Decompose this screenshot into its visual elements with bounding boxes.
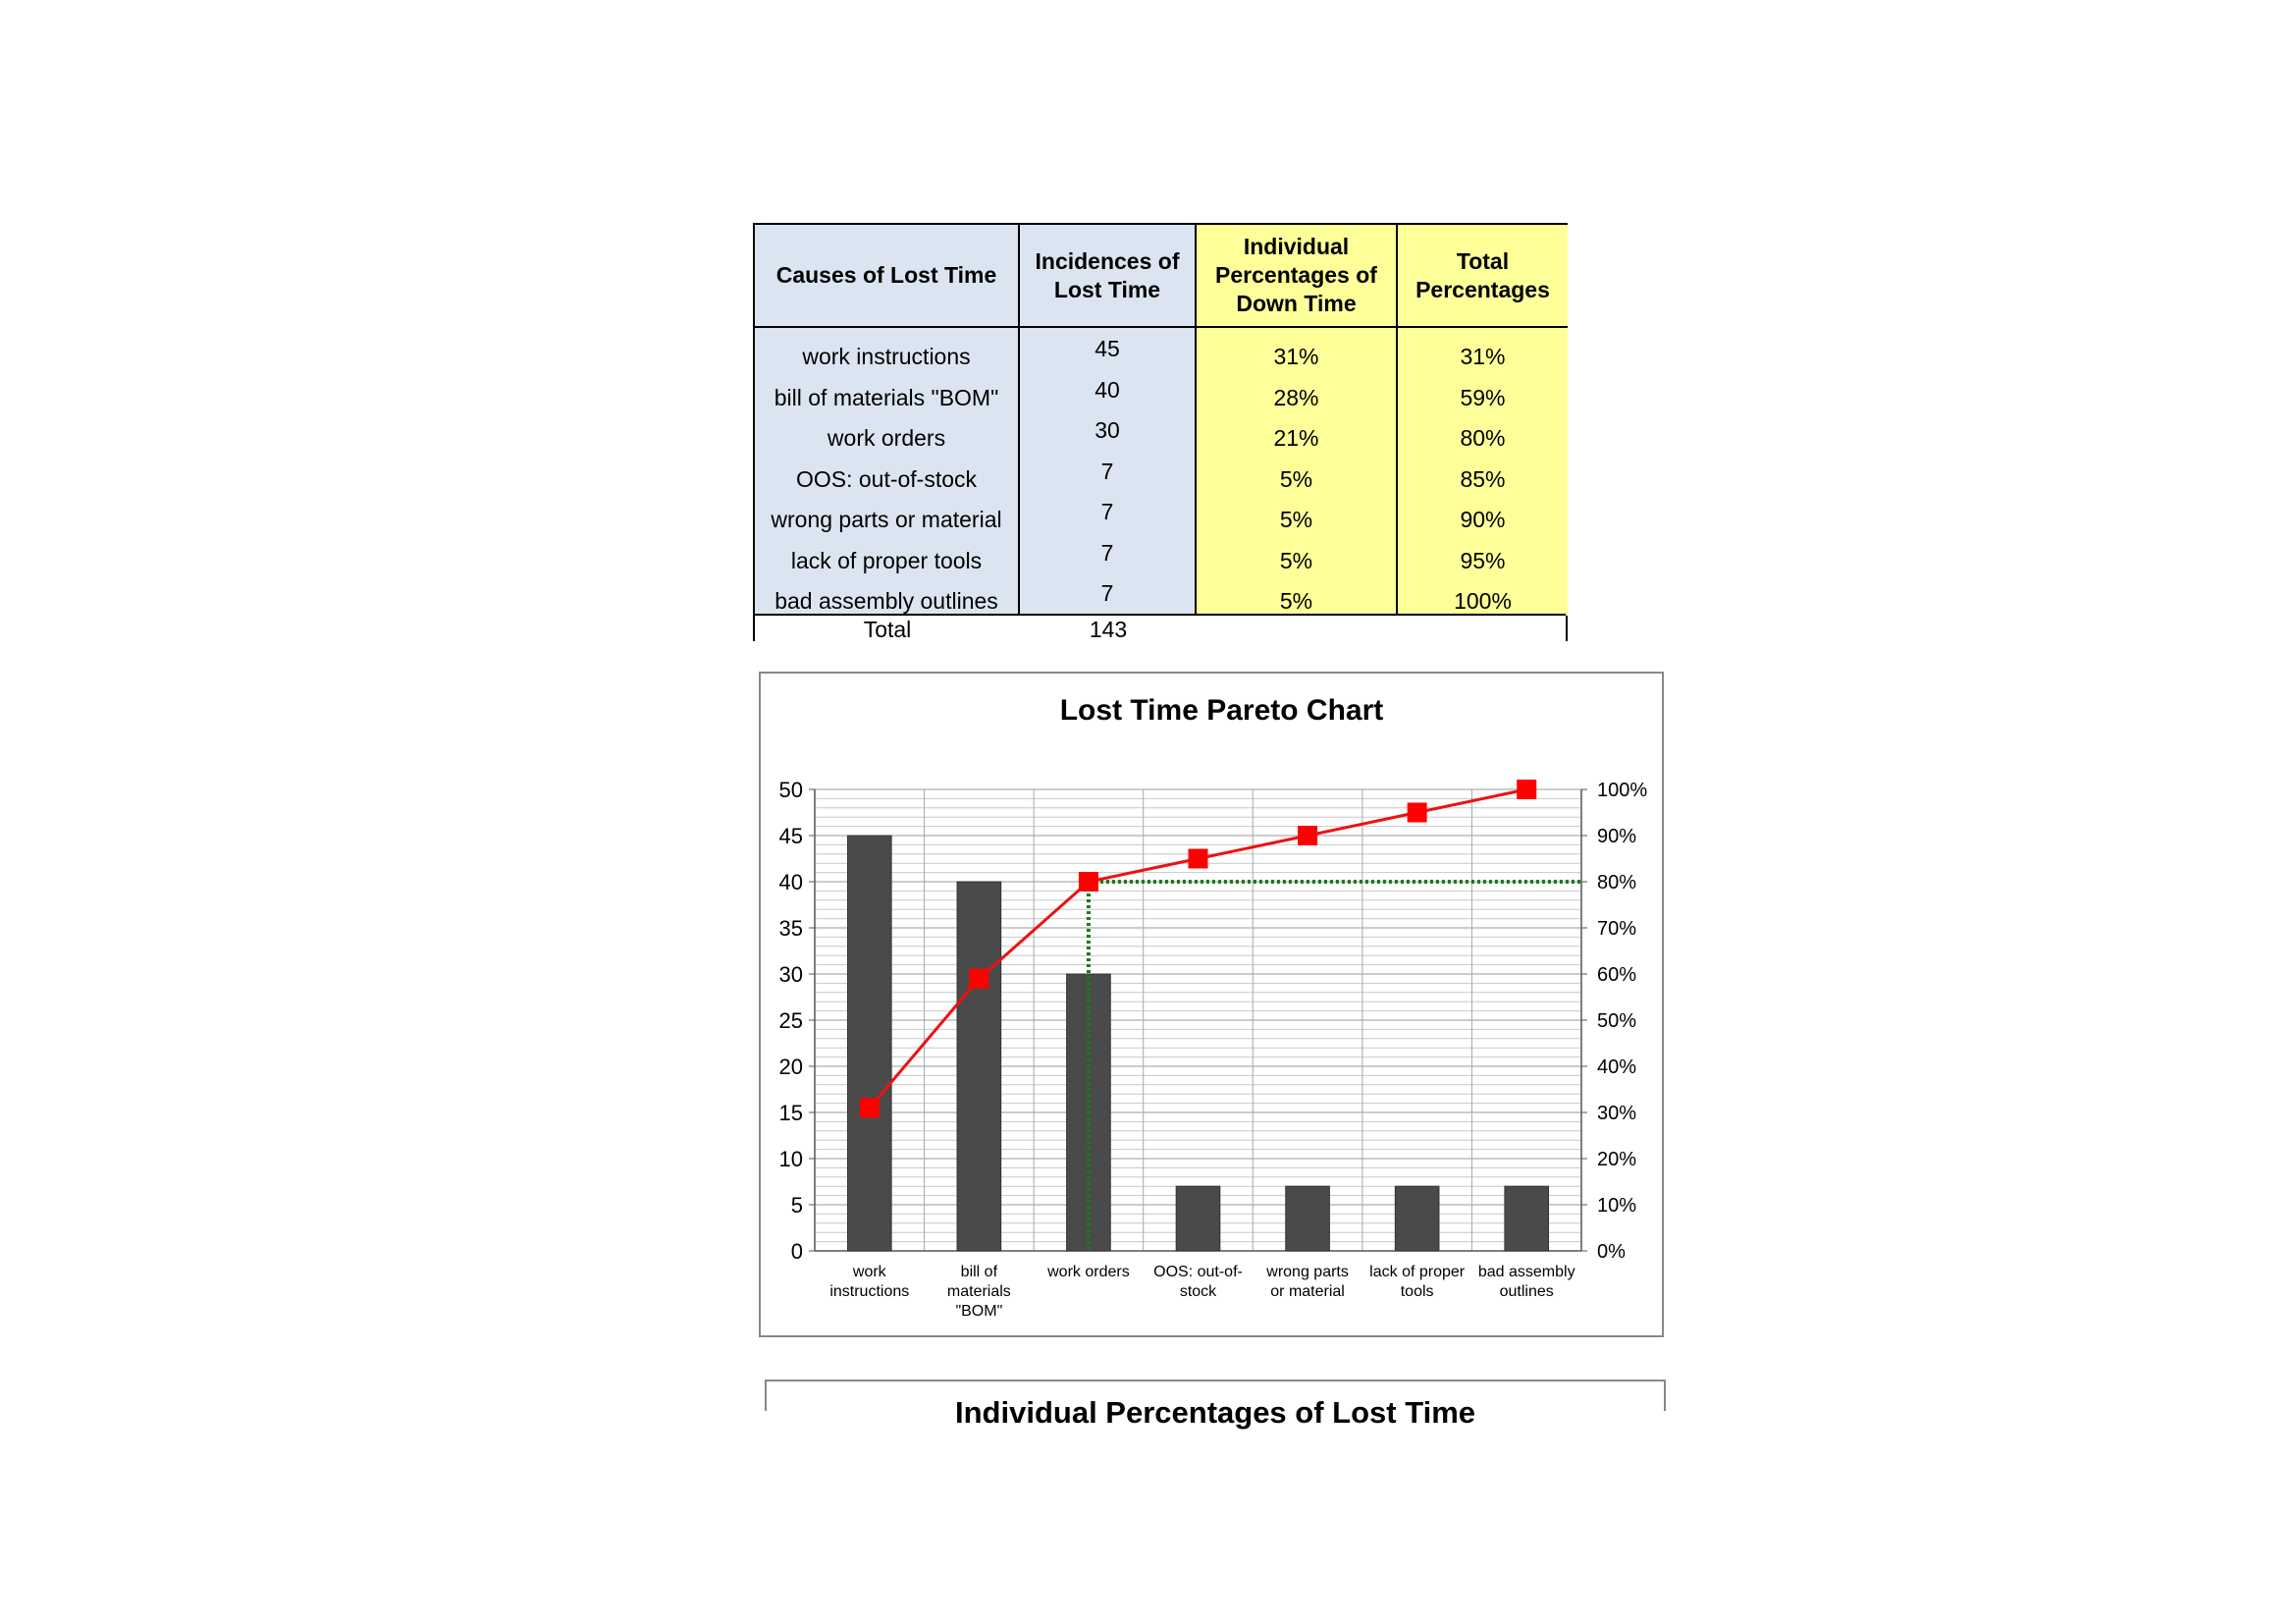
y-tick-label: 10 [778, 1147, 803, 1171]
category-label: wrong parts or material [1266, 1264, 1349, 1300]
bar [1286, 1186, 1330, 1251]
cumulative-marker [1517, 780, 1536, 799]
incidences-column [1020, 225, 1197, 616]
y2-tick-label: 30% [1597, 1103, 1637, 1124]
total-percent-header: Total Percentages [1398, 225, 1568, 328]
incidences-header: Incidences of Lost Time [1020, 225, 1195, 328]
bar [1505, 1186, 1549, 1251]
individual-percentages-chart-title: Individual Percentages of Lost Time [955, 1395, 1475, 1430]
category-label: bad assembly outlines [1477, 1264, 1575, 1300]
cumulative-marker [1298, 826, 1317, 845]
y2-tick-label: 10% [1597, 1195, 1637, 1217]
cause-cell: work instructions [802, 344, 971, 369]
lost-time-table [753, 223, 1568, 641]
individual-percent-cell: 28% [1273, 385, 1319, 410]
cumulative-marker [1408, 803, 1427, 823]
y2-tick-label: 80% [1597, 872, 1637, 893]
category-label: bill of materials "BOM" [946, 1264, 1011, 1320]
total-percent-cell: 95% [1460, 548, 1506, 573]
y2-tick-label: 0% [1597, 1241, 1626, 1263]
y2-tick-label: 100% [1597, 780, 1648, 801]
individual-percent-cell: 21% [1273, 425, 1319, 451]
individual-percent-cell: 31% [1273, 344, 1319, 369]
cause-column [755, 225, 1020, 616]
individual-percent-cell: 5% [1279, 548, 1313, 573]
incidences-cell: 7 [1100, 540, 1114, 566]
y-tick-label: 30 [778, 962, 803, 987]
bar [957, 882, 1001, 1251]
y-tick-label: 35 [778, 916, 803, 941]
y-tick-label: 20 [778, 1055, 803, 1079]
y-tick-label: 15 [778, 1101, 803, 1125]
pareto-chart [759, 672, 1664, 1337]
cause-cell: lack of proper tools [790, 548, 983, 573]
y2-tick-label: 20% [1597, 1149, 1637, 1170]
incidences-cell: 45 [1095, 336, 1120, 361]
cumulative-marker [1189, 849, 1208, 869]
individual-percentages-chart [765, 1380, 1666, 1430]
cause-cell: wrong parts or material [771, 507, 1002, 532]
y-tick-label: 25 [778, 1008, 803, 1033]
total-label: Total [863, 617, 912, 642]
cause-cell: bad assembly outlines [774, 588, 998, 614]
individual-percent-cell: 5% [1279, 507, 1313, 532]
total-percent-cell: 100% [1454, 588, 1512, 614]
y-tick-label: 45 [778, 824, 803, 848]
y2-tick-label: 40% [1597, 1056, 1637, 1078]
y2-tick-label: 90% [1597, 826, 1637, 847]
incidences-cell: 30 [1095, 417, 1120, 443]
incidences-cell: 7 [1100, 459, 1114, 484]
individual-percent-cell: 5% [1279, 466, 1313, 492]
total-row [755, 614, 1566, 641]
pareto-chart-svg [761, 674, 1662, 1335]
y-tick-label: 40 [778, 870, 803, 894]
category-label: OOS: out-of-stock [1153, 1264, 1243, 1300]
cause-cell: work orders [827, 425, 946, 451]
incidences-cell: 7 [1100, 499, 1114, 524]
individual-percent-column [1197, 225, 1398, 616]
category-label: work instructions [829, 1264, 910, 1300]
individual-percent-header: Individual Percentages of Down Time [1197, 225, 1396, 328]
individual-percent-cell: 5% [1279, 588, 1313, 614]
total-percent-cell: 59% [1460, 385, 1506, 410]
category-label: lack of proper tools [1369, 1264, 1466, 1300]
bar [1395, 1186, 1439, 1251]
y-tick-label: 50 [778, 778, 803, 802]
cause-cell: OOS: out-of-stock [795, 466, 978, 492]
y-tick-label: 5 [790, 1193, 803, 1218]
total-percent-column [1398, 225, 1568, 616]
y2-tick-label: 60% [1597, 964, 1637, 986]
cumulative-marker [969, 969, 988, 989]
category-label: work orders [1047, 1264, 1130, 1280]
total-percent-cell: 85% [1460, 466, 1506, 492]
incidences-cell: 7 [1100, 580, 1114, 606]
total-value: 143 [1089, 617, 1128, 642]
y2-tick-label: 70% [1597, 918, 1637, 940]
bar [847, 836, 891, 1251]
cause-header: Causes of Lost Time [755, 225, 1018, 328]
y-tick-label: 0 [790, 1239, 803, 1264]
total-percent-cell: 80% [1460, 425, 1506, 451]
chart-title: Lost Time Pareto Chart [1059, 694, 1384, 727]
total-percent-cell: 31% [1460, 344, 1506, 369]
cumulative-marker [1079, 872, 1098, 892]
incidences-cell: 40 [1095, 377, 1120, 403]
total-percent-cell: 90% [1460, 507, 1506, 532]
cause-cell: bill of materials "BOM" [774, 385, 999, 410]
y2-tick-label: 50% [1597, 1010, 1637, 1032]
bar [1176, 1186, 1220, 1251]
cumulative-marker [860, 1098, 880, 1117]
